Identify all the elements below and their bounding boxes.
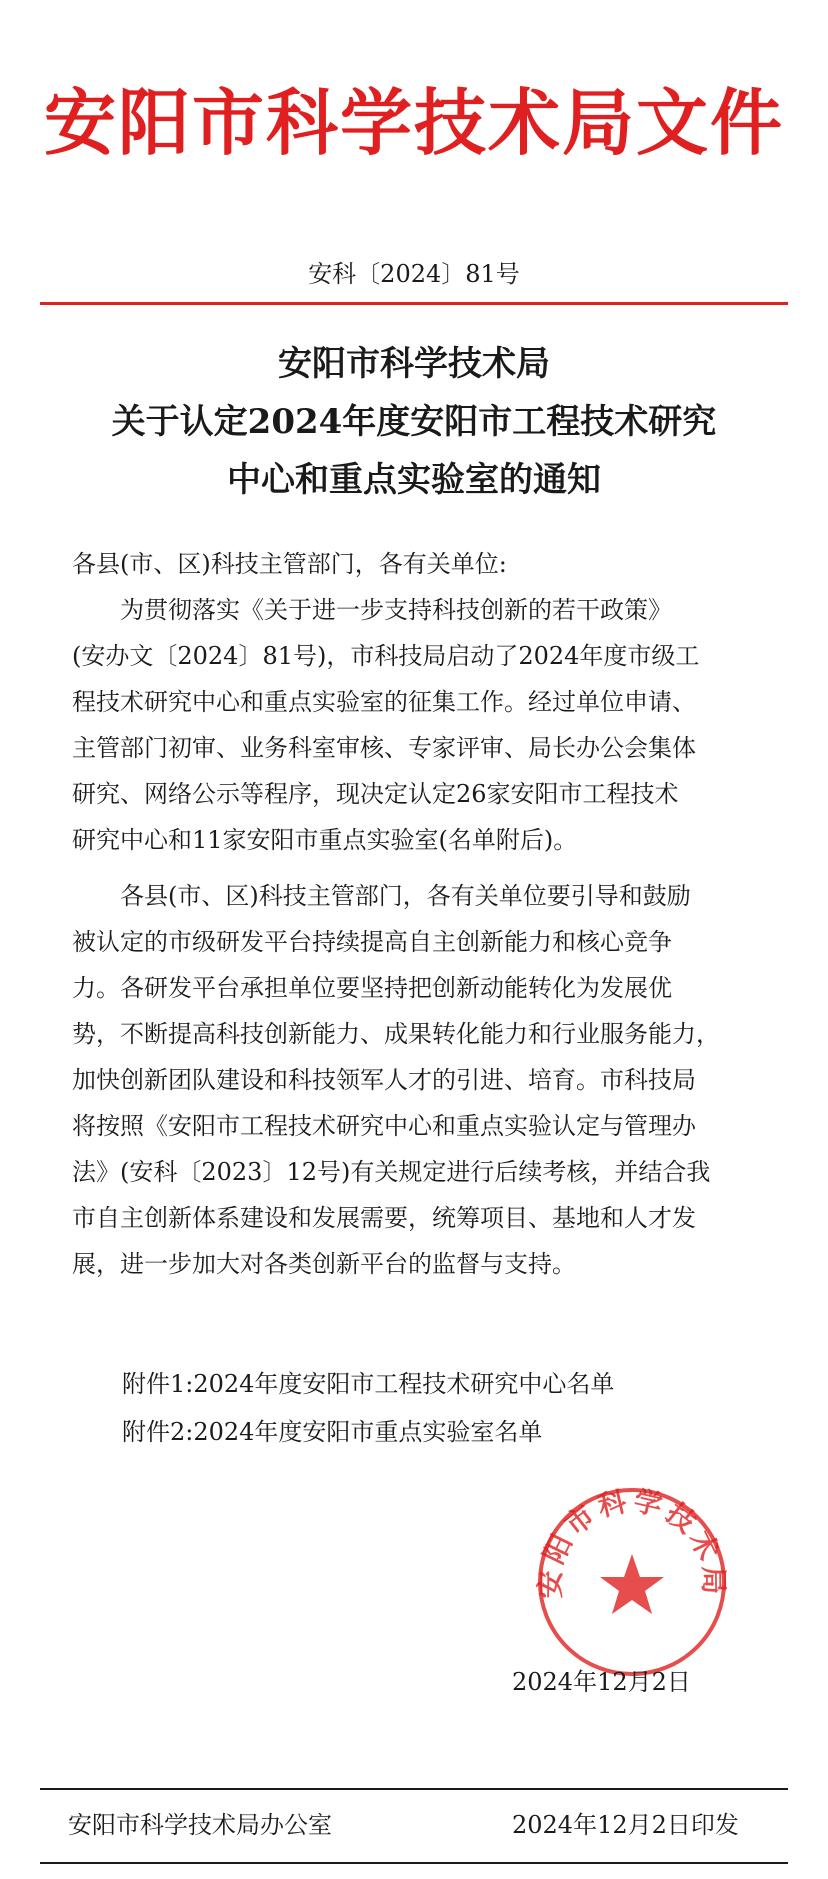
document-number: 安科〔2024〕81号 [308,260,520,288]
official-seal [532,1482,732,1682]
paragraph-1-line: (安办文〔2024〕81号)，市科技局启动了2024年度市级工 [72,642,700,670]
footer-print-date: 2024年12月2日印发 [512,1811,739,1839]
seal-star-icon [600,1554,664,1614]
notice-title-line-2: 关于认定2024年度安阳市工程技术研究 [111,402,717,442]
signature-date: 2024年12月2日 [512,1668,691,1696]
paragraph-2-line: 各县(市、区)科技主管部门，各有关单位要引导和鼓励 [72,882,691,910]
notice-title-line-1: 安阳市科学技术局 [278,344,550,384]
header-red-rule [40,302,788,305]
paragraph-1-line: 程技术研究中心和重点实验室的征集工作。经过单位申请、 [72,688,696,716]
footer-office: 安阳市科学技术局办公室 [68,1811,332,1839]
paragraph-2-line: 加快创新团队建设和科技领军人才的引进、培育。市科技局 [72,1066,696,1094]
notice-title-line-3: 中心和重点实验室的通知 [227,460,601,500]
footer-top-rule [40,1788,788,1790]
document-header-title: 安阳市科学技术局文件 [43,81,784,165]
paragraph-1-line: 主管部门初审、业务科室审核、专家评审、局长办公会集体 [72,734,696,762]
paragraph-2-line: 展，进一步加大对各类创新平台的监督与支持。 [72,1250,576,1278]
paragraph-2-line: 将按照《安阳市工程技术研究中心和重点实验认定与管理办 [72,1112,696,1140]
attachment-item-2: 附件2:2024年度安阳市重点实验室名单 [122,1418,543,1446]
salutation: 各县(市、区)科技主管部门，各有关单位: [72,550,507,578]
attachment-item-1: 附件1:2024年度安阳市工程技术研究中心名单 [122,1370,615,1398]
paragraph-2-line: 法》(安科〔2023〕12号)有关规定进行后续考核，并结合我 [72,1158,711,1186]
footer-bottom-rule [40,1862,788,1864]
paragraph-2-line: 力。各研发平台承担单位要坚持把创新动能转化为发展优 [72,974,672,1002]
seal-text: 安阳市科学技术局 [533,1484,731,1599]
paragraph-1-line: 研究、网络公示等程序，现决定认定26家安阳市工程技术 [72,780,679,808]
paragraph-2-line: 市自主创新体系建设和发展需要，统筹项目、基地和人才发 [72,1204,696,1232]
paragraph-2-line: 势，不断提高科技创新能力、成果转化能力和行业服务能力， [72,1020,720,1048]
paragraph-1-line: 为贯彻落实《关于进一步支持科技创新的若干政策》 [72,596,672,624]
paragraph-1-line: 研究中心和11家安阳市重点实验室(名单附后)。 [72,826,578,854]
paragraph-2-line: 被认定的市级研发平台持续提高自主创新能力和核心竞争 [72,928,672,956]
